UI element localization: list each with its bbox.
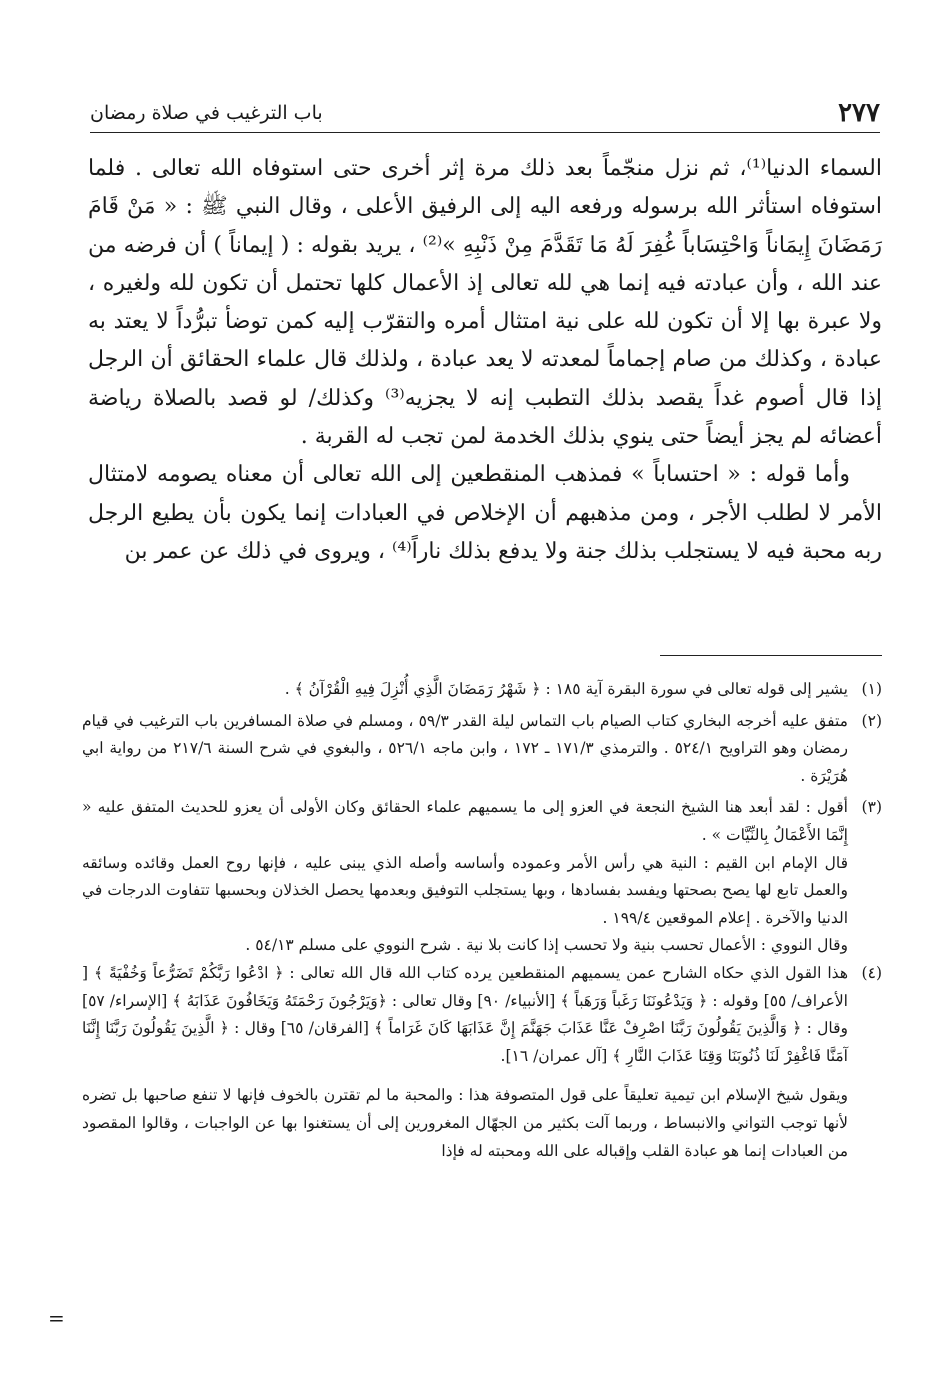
footnote-number: (١) <box>861 680 882 698</box>
footnote-quote: ويقول شيخ الإسلام ابن تيمية تعليقاً على قول المتصوفة هذا : والمحبة ما لم تقترن بالخوف فإنها لا تنفع صاحبها بل تضره لأنها توجب التواني والانبساط ، وربما آلت بكثير من الجهّال المغرورين إلى أن يستغنوا بها عن الواجبات ، وقالوا المقصود من العبادات إنما هو عبادة القلب وإقباله على الله ومحبته له فإذا <box>82 1086 848 1160</box>
footnotes <box>82 676 882 1165</box>
page-number: ٢٧٧ <box>838 98 880 128</box>
main-text <box>88 150 882 571</box>
footnote-number: (٢) <box>861 711 882 730</box>
running-head: باب الترغيب في صلاة رمضان <box>90 102 323 124</box>
footnote-text: متفق عليه أخرجه البخاري كتاب الصيام باب التماس ليلة القدر ٥٩/٣ ، ومسلم في صلاة المسافرين باب الترغيب في قيام رمضان وهو التراويح ٥٢٤/١ . والترمذي ١٧١/٣ ـ ١٧٢ ، وابن ماجه ٥٢٦/١ ، والبغوي في شرح السنة ٢١٧/٦ من رواية ابي هُرَيْرَة . <box>82 711 849 785</box>
footnote-2 <box>82 708 882 791</box>
footnote-text: أقول : لقد أبعد هنا الشيخ النجعة في العزو إلى ما يسميهم علماء الحقائق وكان الأولى أن يعزو للحديث المتفق عليه « إِنَّمَا الأَعْمَالُ بِالنِّيَّات » . <box>82 798 848 844</box>
footnote-number: (٣) <box>861 798 882 817</box>
footnote-text: هذا القول الذي حكاه الشارح عمن يسميهم المنقطعين يرده كتاب الله قال الله تعالى : ﴿ ادْعُوا رَبَّكُمْ تَضَرُّعاً وَخُفْيَةً ﴾ [ الأعراف/ ٥٥] وقوله : ﴿ وَيَدْعُونَنَا رَغَباً وَرَهَباً ﴾ [الأنبياء/ ٩٠] وقال تعالى : ﴿وَيَرْجُونَ رَحْمَتَهُ وَيَخَافُونَ عَذَابَهُ ﴾ [الإسراء/ ٥٧] وقال : ﴿ وَالَّذِينَ يَقُولُونَ رَبَّنَا اصْرِفْ عَنَّا عَذَابَ جَهَنَّمَ إِنَّ عَذَابَهَا كَانَ غَرَاماً ﴾ [الفرقان/ ٦٥] وقال : ﴿ الَّذِينَ يَقُولُونَ رَبَّنَا إِنَّنَا آمَنَّا فَاغْفِرْ لَنَا ذُنُوبَنَا وَقِنَا عَذَابَ النَّارِ ﴾ [آل عمران/ ١٦]. <box>82 963 848 1065</box>
footnote-separator <box>660 655 882 656</box>
continuation-mark: = <box>48 1306 65 1330</box>
page-header <box>90 96 880 133</box>
body-paragraph: وأما قوله : « احتساباً » فمذهب المنقطعين إلى الله تعالى أن معناه يصومه لامتثال الأمر لا لطلب الأجر ، ومن مذهبهم أن الإخلاص في العبادات إنما يكون بأن يطيع الرجل ربه محبة فيه لا يستجلب بذلك جنة ولا يدفع بذلك ناراً⁽⁴⁾ ، ويروى في ذلك عن عمر بن <box>88 462 882 564</box>
footnote-quote: وقال النووي : الأعمال تحسب بنية ولا تحسب إذا كانت بلا نية . شرح النووي على مسلم ٥٤/١٣ . <box>245 936 848 955</box>
footnote-3 <box>82 794 882 849</box>
footnote-text: يشير إلى قوله تعالى في سورة البقرة آية ١٨٥ : ﴿ شَهْرُ رَمَضَانَ الَّذِي أُنْزِلَ فِيهِ الْقُرْآنُ ﴾ . <box>284 680 848 698</box>
footnote-1 <box>82 676 882 704</box>
footnote-number: (٤) <box>861 963 882 982</box>
body-paragraph: السماء الدنيا⁽¹⁾، ثم نزل منجّماً بعد ذلك مرة إثر أخرى حتى استوفاه الله تعالى . فلما استوفاه استأثر الله برسوله ورفعه اليه إلى الرفيق الأعلى ، وقال النبي ﷺ : « مَنْ قَامَ رَمَضَانَ إِيمَاناً وَاحْتِسَاباً غُفِرَ لَهُ مَا تَقَدَّمَ مِنْ ذَنْبِهِ »⁽²⁾ ، يريد بقوله : ( إيماناً ) أن فرضه من عند الله ، وأن عبادته فيه إنما هي لله تعالى إذ الأعمال كلها تحتمل أن تكون لله ولغيره ، ولا عبرة بها إلا أن تكون لله على نية امتثال أمره والتقرّب إليه كمن توضأ تبرُّداً لا يعتد به عبادة ، وكذلك من صام إجماماً لمعدته لا يعد عبادة ، ولذلك قال علماء الحقائق أن الرجل إذا قال أصوم غداً يقصد بذلك التطبب إنه لا يجزيه⁽³⁾ وكذلك/ لو قصد بالصلاة رياضة أعضائه لم يجز أيضاً حتى ينوي بذلك الخدمة لمن تجب له القربة . <box>88 156 882 450</box>
footnote-quote: قال الإمام ابن القيم : النية هي رأس الأمر وعموده وأساسه وأصله الذي يبنى عليه ، فإنها روح العمل وقائده وسائقه والعمل تابع لها يصح بصحتها ويفسد بفسادها ، وبها يستجلب التوفيق وبعدمها يحصل الخذلان وبحسبها تتفاوت الدرجات في الدنيا والآخرة . إعلام الموقعين ١٩٩/٤ . <box>82 853 848 927</box>
footnote-4 <box>82 960 882 1070</box>
